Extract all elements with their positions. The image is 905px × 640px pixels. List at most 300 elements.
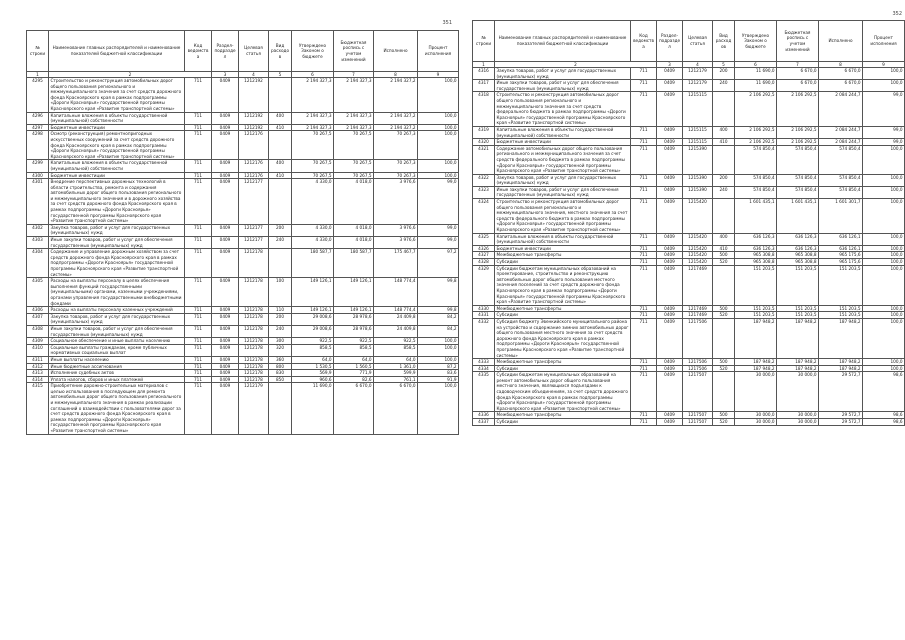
row-executed-amount: 965 175,6: [819, 252, 863, 259]
table-row: [27, 344, 459, 356]
row-name: Социальные выплаты гражданам, кроме публичных нормативных социальных выплат: [49, 344, 185, 356]
row-number: 4307: [27, 313, 49, 325]
row-expense-type: 410: [713, 139, 735, 146]
row-approved-amount: 569,9: [292, 370, 334, 377]
row-execution-percent: 100,0: [863, 199, 905, 234]
row-target-article: 1217507: [683, 372, 713, 412]
row-executed-amount: 2 194 327,2: [374, 78, 418, 113]
table-row: [27, 160, 459, 172]
table-row: [27, 131, 459, 160]
row-execution-percent: 100,0: [418, 78, 459, 113]
row-budget-list-amount: 30 000,0: [777, 412, 819, 419]
row-department-code: 711: [185, 363, 212, 370]
row-section-code: 0409: [212, 363, 239, 370]
row-approved-amount: 187 948,2: [735, 359, 777, 366]
row-approved-amount: 858,5: [292, 344, 334, 356]
row-execution-percent: 98,6: [863, 419, 905, 426]
row-expense-type: [713, 145, 735, 174]
header-cell: Код ведомства: [631, 21, 657, 62]
row-section-code: 0409: [657, 199, 683, 234]
row-department-code: 711: [631, 233, 657, 245]
row-budget-list-amount: 187 948,2: [777, 359, 819, 366]
row-name: Иные бюджетные ассигнования: [49, 363, 185, 370]
row-name: Бюджетные инвестиции: [495, 245, 631, 252]
row-name: Субсидии: [495, 365, 631, 372]
row-number: 4295: [27, 78, 49, 113]
row-approved-amount: 151 203,5: [735, 305, 777, 312]
row-department-code: 711: [185, 124, 212, 131]
table-row: [27, 356, 459, 363]
row-department-code: 711: [185, 237, 212, 249]
row-execution-percent: 100,0: [863, 252, 905, 259]
row-name: Содержание и управление дорожным хозяйством за счет средств дорожного фонда Красноярского края в рамках подпрограммы «Дороги Красноярья» государственной программы Красноярского края «Развитие транспортной системы»: [49, 249, 185, 278]
row-target-article: 1212178: [239, 325, 269, 337]
table-row: [27, 249, 459, 278]
row-approved-amount: 149 126,1: [292, 307, 334, 314]
row-executed-amount: 187 948,2: [819, 318, 863, 358]
row-budget-list-amount: 2 194 327,3: [334, 78, 374, 113]
row-execution-percent: 100,0: [418, 344, 459, 356]
row-executed-amount: 574 850,4: [819, 174, 863, 186]
row-section-code: 0409: [657, 174, 683, 186]
row-approved-amount: 2 106 292,5: [735, 139, 777, 146]
table-row: [473, 305, 905, 312]
row-target-article: 1215115: [683, 92, 713, 127]
row-section-code: 0409: [212, 307, 239, 314]
row-target-article: 1215390: [683, 186, 713, 198]
row-expense-type: 200: [269, 313, 292, 325]
row-approved-amount: 574 850,4: [735, 145, 777, 174]
row-expense-type: [269, 249, 292, 278]
header-cell: № строки: [27, 31, 49, 72]
row-target-article: 1217469: [683, 265, 713, 305]
row-name: Капитальные вложения в объекты государственной (муниципальной) собственности: [495, 126, 631, 138]
row-section-code: 0409: [212, 131, 239, 160]
row-expense-type: [269, 179, 292, 225]
row-executed-amount: 761,1: [374, 376, 418, 383]
row-executed-amount: 2 084 244,7: [819, 92, 863, 127]
row-expense-type: 400: [269, 160, 292, 172]
row-name: Межбюджетные трансферты: [495, 252, 631, 259]
column-number: 2: [495, 62, 657, 68]
row-budget-list-amount: 1 560,5: [334, 363, 374, 370]
header-cell: Процент исполнения: [863, 21, 905, 62]
row-budget-list-amount: 30 000,0: [777, 372, 819, 412]
row-target-article: 1212179: [683, 80, 713, 92]
row-department-code: 711: [185, 172, 212, 179]
row-name: Осмотр (реконструкция) ремонтнопригодных искусственных сооружений за счет средств дорожного фонда Красноярского края в рамках подпрограммы «Дороги Красноярья» государственной программы Красноярского края «Развитие транспортной системы»: [49, 131, 185, 160]
row-number: 4324: [473, 199, 495, 234]
table-row: [473, 68, 905, 80]
table-row: [473, 139, 905, 146]
row-executed-amount: 24 409,8: [374, 325, 418, 337]
row-approved-amount: 30 000,0: [735, 419, 777, 426]
row-approved-amount: 2 106 292,5: [735, 126, 777, 138]
row-department-code: 711: [185, 307, 212, 314]
row-approved-amount: 960,6: [292, 376, 334, 383]
row-execution-percent: 100,0: [863, 318, 905, 358]
row-number: 4328: [473, 259, 495, 266]
row-approved-amount: 64,0: [292, 356, 334, 363]
row-executed-amount: 3 976,6: [374, 224, 418, 236]
row-department-code: 711: [185, 370, 212, 377]
row-department-code: 711: [185, 131, 212, 160]
row-number: 4305: [27, 278, 49, 307]
row-target-article: 1215420: [683, 252, 713, 259]
header-cell: Вид расходов: [713, 21, 735, 62]
row-expense-type: 200: [713, 174, 735, 186]
row-section-code: 0409: [657, 92, 683, 127]
row-budget-list-amount: 965 308,8: [777, 252, 819, 259]
row-approved-amount: 574 850,4: [735, 174, 777, 186]
row-target-article: 1217507: [683, 412, 713, 419]
table-row: [27, 338, 459, 345]
row-budget-list-amount: 636 126,3: [777, 233, 819, 245]
row-approved-amount: 29 008,6: [292, 325, 334, 337]
row-execution-percent: 100,0: [863, 174, 905, 186]
row-budget-list-amount: 4 018,0: [334, 224, 374, 236]
row-section-code: 0409: [657, 359, 683, 366]
row-department-code: 711: [185, 313, 212, 325]
row-target-article: 1212177: [239, 179, 269, 225]
row-budget-list-amount: 1 601 435,1: [777, 199, 819, 234]
row-executed-amount: 2 084 244,7: [819, 139, 863, 146]
row-number: 4332: [473, 318, 495, 358]
row-budget-list-amount: 2 106 292,5: [777, 126, 819, 138]
row-execution-percent: 100,0: [418, 160, 459, 172]
table-row: [473, 312, 905, 319]
row-target-article: 1215115: [683, 126, 713, 138]
row-department-code: 711: [185, 249, 212, 278]
row-name: Субсидии: [495, 419, 631, 426]
row-approved-amount: 187 948,2: [735, 365, 777, 372]
row-target-article: 1212178: [239, 344, 269, 356]
row-approved-amount: 1 601 435,1: [735, 199, 777, 234]
row-number: 4336: [473, 412, 495, 419]
row-execution-percent: 99,8: [418, 278, 459, 307]
row-execution-percent: 100,0: [863, 186, 905, 198]
row-number: 4300: [27, 172, 49, 179]
row-approved-amount: 2 194 327,3: [292, 78, 334, 113]
row-section-code: 0409: [212, 124, 239, 131]
row-name: Социальное обеспечение и иные выплаты населению: [49, 338, 185, 345]
table-row: [473, 245, 905, 252]
table-row: [473, 372, 905, 412]
row-section-code: 0409: [212, 338, 239, 345]
row-budget-list-amount: 2 194 327,3: [334, 124, 374, 131]
row-name: Бюджетные инвестиции: [49, 172, 185, 179]
row-section-code: 0409: [657, 186, 683, 198]
row-section-code: 0409: [657, 80, 683, 92]
row-department-code: 711: [631, 265, 657, 305]
row-executed-amount: 6 670,0: [819, 80, 863, 92]
column-number: 7: [777, 62, 819, 68]
table-row: [27, 307, 459, 314]
header-row: [27, 31, 459, 72]
page-number: 351: [442, 20, 452, 26]
row-section-code: 0409: [657, 365, 683, 372]
table-row: [473, 145, 905, 174]
row-execution-percent: 97,2: [418, 249, 459, 278]
column-number: 6: [735, 62, 777, 68]
row-department-code: 711: [185, 278, 212, 307]
row-expense-type: 300: [269, 338, 292, 345]
row-budget-list-amount: 64,0: [334, 356, 374, 363]
table-row: [27, 224, 459, 236]
row-section-code: 0409: [212, 325, 239, 337]
row-expense-type: 410: [713, 245, 735, 252]
row-approved-amount: 180 587,7: [292, 249, 334, 278]
header-row: [473, 21, 905, 62]
table-row: [473, 80, 905, 92]
column-number: 1: [27, 72, 49, 78]
table-row: [473, 252, 905, 259]
row-section-code: 0409: [657, 412, 683, 419]
row-number: 4315: [27, 383, 49, 434]
row-budget-list-amount: 4 018,0: [334, 179, 374, 225]
row-department-code: 711: [631, 259, 657, 266]
row-department-code: 711: [185, 160, 212, 172]
row-number: 4304: [27, 249, 49, 278]
row-target-article: 1212192: [239, 124, 269, 131]
table-row: [27, 112, 459, 124]
row-section-code: 0409: [657, 233, 683, 245]
row-executed-amount: 175 467,7: [374, 249, 418, 278]
row-executed-amount: 70 267,3: [374, 160, 418, 172]
row-executed-amount: 636 126,1: [819, 245, 863, 252]
row-expense-type: 240: [713, 80, 735, 92]
row-approved-amount: 151 203,5: [735, 312, 777, 319]
row-section-code: 0409: [212, 370, 239, 377]
row-target-article: 1212178: [239, 338, 269, 345]
row-number: 4331: [473, 312, 495, 319]
row-executed-amount: 70 267,3: [374, 172, 418, 179]
row-target-article: 1215390: [683, 174, 713, 186]
header-cell: Бюджетная роспись с учетом изменений: [334, 31, 374, 72]
row-name: Иные выплаты населению: [49, 356, 185, 363]
row-budget-list-amount: 70 267,5: [334, 160, 374, 172]
table-row: [473, 92, 905, 127]
table-row: [27, 370, 459, 377]
row-target-article: 1212178: [239, 363, 269, 370]
header-cell: Утверждено Законом о бюджете: [292, 31, 334, 72]
row-name: Бюджетные инвестиции: [495, 139, 631, 146]
row-number: 4306: [27, 307, 49, 314]
row-number: 4303: [27, 237, 49, 249]
header-cell: Целевая статья: [239, 31, 269, 72]
row-expense-type: 400: [713, 233, 735, 245]
header-cell: Исполнено: [819, 21, 863, 62]
row-department-code: 711: [631, 92, 657, 127]
row-name: Субсидия бюджету Эвенкийского муниципального района на устройство и содержание зимних автомобильных дорог общего пользования местного значения за счет средств дорожного фонда Красноярского края в рамках подпрограммы «Дороги Красноярья» государственной программы Красноярского края «Развитие транспортной системы»: [495, 318, 631, 358]
row-budget-list-amount: 149 126,1: [334, 278, 374, 307]
row-target-article: 1217469: [683, 305, 713, 312]
header-cell: Бюджетная роспись с учетом изменений: [777, 21, 819, 62]
row-executed-amount: 70 267,3: [374, 131, 418, 160]
row-expense-type: 830: [269, 370, 292, 377]
row-number: 4319: [473, 126, 495, 138]
row-expense-type: 410: [269, 172, 292, 179]
row-department-code: 711: [185, 356, 212, 363]
row-department-code: 711: [185, 78, 212, 113]
row-expense-type: [713, 318, 735, 358]
budget-table-left: [26, 30, 459, 435]
table-row: [473, 365, 905, 372]
row-budget-list-amount: 2 106 292,5: [777, 92, 819, 127]
row-section-code: 0409: [657, 305, 683, 312]
row-number: 4301: [27, 179, 49, 225]
row-name: Иные закупки товаров, работ и услуг для обеспечения государственных (муниципальных) нужд: [495, 186, 631, 198]
row-expense-type: 240: [713, 186, 735, 198]
row-executed-amount: 2 194 327,2: [374, 112, 418, 124]
row-number: 4314: [27, 376, 49, 383]
row-department-code: 711: [631, 126, 657, 138]
row-target-article: 1212178: [239, 370, 269, 377]
row-execution-percent: 87,2: [418, 363, 459, 370]
row-approved-amount: 965 308,8: [735, 259, 777, 266]
table-row: [473, 126, 905, 138]
row-name: Содержание автомобильных дорог общего пользования регионального и межмуниципального значения за счет средств федерального бюджета в рамках подпрограммы «Дороги Красноярья» государственной программы Красноярского края «Развитие транспортной системы»: [495, 145, 631, 174]
row-target-article: 1212192: [239, 112, 269, 124]
row-number: 4326: [473, 245, 495, 252]
row-name: Субсидии бюджетам муниципальных образований на проектирование, строительство и реконструкцию автомобильных дорог общего пользования местного значения поселений за счет средств дорожного фонда Красноярского края в рамках подпрограммы «Дороги Красноярья» государственной программы Красноярского края «Развитие транспортной системы»: [495, 265, 631, 305]
row-executed-amount: 64,0: [374, 356, 418, 363]
row-execution-percent: 100,0: [863, 259, 905, 266]
row-department-code: 711: [631, 80, 657, 92]
row-expense-type: 500: [713, 252, 735, 259]
row-budget-list-amount: 70 267,5: [334, 172, 374, 179]
row-execution-percent: 83,6: [418, 370, 459, 377]
row-name: Расходы на выплаты персоналу казенных учреждений: [49, 307, 185, 314]
row-execution-percent: 100,0: [418, 383, 459, 434]
row-section-code: 0409: [212, 112, 239, 124]
row-section-code: 0409: [657, 318, 683, 358]
row-budget-list-amount: 187 948,2: [777, 365, 819, 372]
row-section-code: 0409: [212, 237, 239, 249]
row-approved-amount: 4 330,0: [292, 237, 334, 249]
column-number: 9: [418, 72, 459, 78]
row-section-code: 0409: [657, 68, 683, 80]
row-target-article: 1215115: [683, 139, 713, 146]
row-target-article: 1212176: [239, 131, 269, 160]
row-expense-type: [269, 131, 292, 160]
row-target-article: 1212177: [239, 224, 269, 236]
row-department-code: 711: [631, 305, 657, 312]
row-executed-amount: 922,5: [374, 338, 418, 345]
row-name: Иные закупки товаров, работ и услуг для обеспечения государственных (муниципальных) нужд: [49, 237, 185, 249]
row-budget-list-amount: 2 106 292,5: [777, 139, 819, 146]
header-cell: Раздел-подраздел: [657, 21, 683, 62]
row-budget-list-amount: 965 308,8: [777, 259, 819, 266]
row-executed-amount: 24 409,8: [374, 313, 418, 325]
row-section-code: 0409: [212, 78, 239, 113]
row-execution-percent: 100,0: [418, 112, 459, 124]
column-number: 7: [334, 72, 374, 78]
row-executed-amount: 148 774,4: [374, 307, 418, 314]
row-section-code: 0409: [212, 249, 239, 278]
column-number: 2: [49, 72, 212, 78]
row-expense-type: 200: [269, 224, 292, 236]
table-row: [473, 233, 905, 245]
row-execution-percent: 84,2: [418, 325, 459, 337]
table-row: [27, 179, 459, 225]
row-department-code: 711: [631, 68, 657, 80]
row-department-code: 711: [185, 224, 212, 236]
row-approved-amount: 965 308,8: [735, 252, 777, 259]
row-approved-amount: 70 267,5: [292, 131, 334, 160]
row-executed-amount: 2 084 244,7: [819, 126, 863, 138]
row-expense-type: [269, 78, 292, 113]
row-target-article: 1217506: [683, 365, 713, 372]
row-department-code: 711: [631, 312, 657, 319]
row-execution-percent: 100,0: [863, 80, 905, 92]
row-section-code: 0409: [212, 224, 239, 236]
row-number: 4330: [473, 305, 495, 312]
row-expense-type: 360: [269, 356, 292, 363]
row-section-code: 0409: [657, 139, 683, 146]
row-execution-percent: 99,0: [863, 139, 905, 146]
column-number: 1: [473, 62, 495, 68]
row-expense-type: 520: [713, 365, 735, 372]
row-name: Внедрение перспективных дорожных технологий в области строительства, ремонта и содержания автомобильных дорог общего пользования регионального и межмуниципального значения и в дорожного хозяйства за счет средств дорожного фонда Красноярского края в рамках подпрограммы «Дороги Красноярья» государственной программы Красноярского края «Развитие транспортной системы»: [49, 179, 185, 225]
row-name: Закупка товаров, работ и услуг для государственных (муниципальных) нужд: [495, 174, 631, 186]
row-section-code: 0409: [657, 145, 683, 174]
row-name: Уплата налогов, сборов и иных платежей: [49, 376, 185, 383]
row-section-code: 0409: [212, 383, 239, 434]
budget-table-right: [472, 20, 905, 426]
column-number: 3: [212, 72, 239, 78]
row-approved-amount: 2 194 327,3: [292, 112, 334, 124]
row-executed-amount: 1 361,0: [374, 363, 418, 370]
row-approved-amount: 151 203,5: [735, 265, 777, 305]
row-budget-list-amount: 771,9: [334, 370, 374, 377]
row-number: 4309: [27, 338, 49, 345]
row-budget-list-amount: 28 978,6: [334, 313, 374, 325]
row-name: Иные закупки товаров, работ и услуг для обеспечения государственных (муниципальных) нужд: [49, 325, 185, 337]
row-expense-type: [713, 92, 735, 127]
header-cell: Код ведомства: [185, 31, 212, 72]
row-section-code: 0409: [657, 265, 683, 305]
row-expense-type: 520: [713, 419, 735, 426]
row-number: 4312: [27, 363, 49, 370]
row-execution-percent: 100,0: [863, 245, 905, 252]
row-target-article: 1217506: [683, 318, 713, 358]
row-section-code: 0409: [657, 419, 683, 426]
row-target-article: 1215420: [683, 245, 713, 252]
row-budget-list-amount: 151 203,5: [777, 305, 819, 312]
column-number: 8: [374, 72, 418, 78]
row-execution-percent: 100,0: [863, 265, 905, 305]
row-target-article: 1212176: [239, 172, 269, 179]
column-number: 5: [269, 72, 292, 78]
header-cell: № строки: [473, 21, 495, 62]
table-row: [473, 359, 905, 366]
row-execution-percent: 100,0: [418, 338, 459, 345]
row-number: 4329: [473, 265, 495, 305]
row-execution-percent: 100,0: [863, 233, 905, 245]
row-expense-type: 500: [713, 412, 735, 419]
row-name: Межбюджетные трансферты: [495, 359, 631, 366]
table-row: [473, 412, 905, 419]
row-execution-percent: 84,2: [418, 313, 459, 325]
row-number: 4316: [473, 68, 495, 80]
row-execution-percent: 100,0: [863, 68, 905, 80]
row-approved-amount: 187 948,2: [735, 318, 777, 358]
column-number: 9: [863, 62, 905, 68]
table-row: [27, 237, 459, 249]
row-section-code: 0409: [212, 344, 239, 356]
row-executed-amount: 1 601 301,7: [819, 199, 863, 234]
